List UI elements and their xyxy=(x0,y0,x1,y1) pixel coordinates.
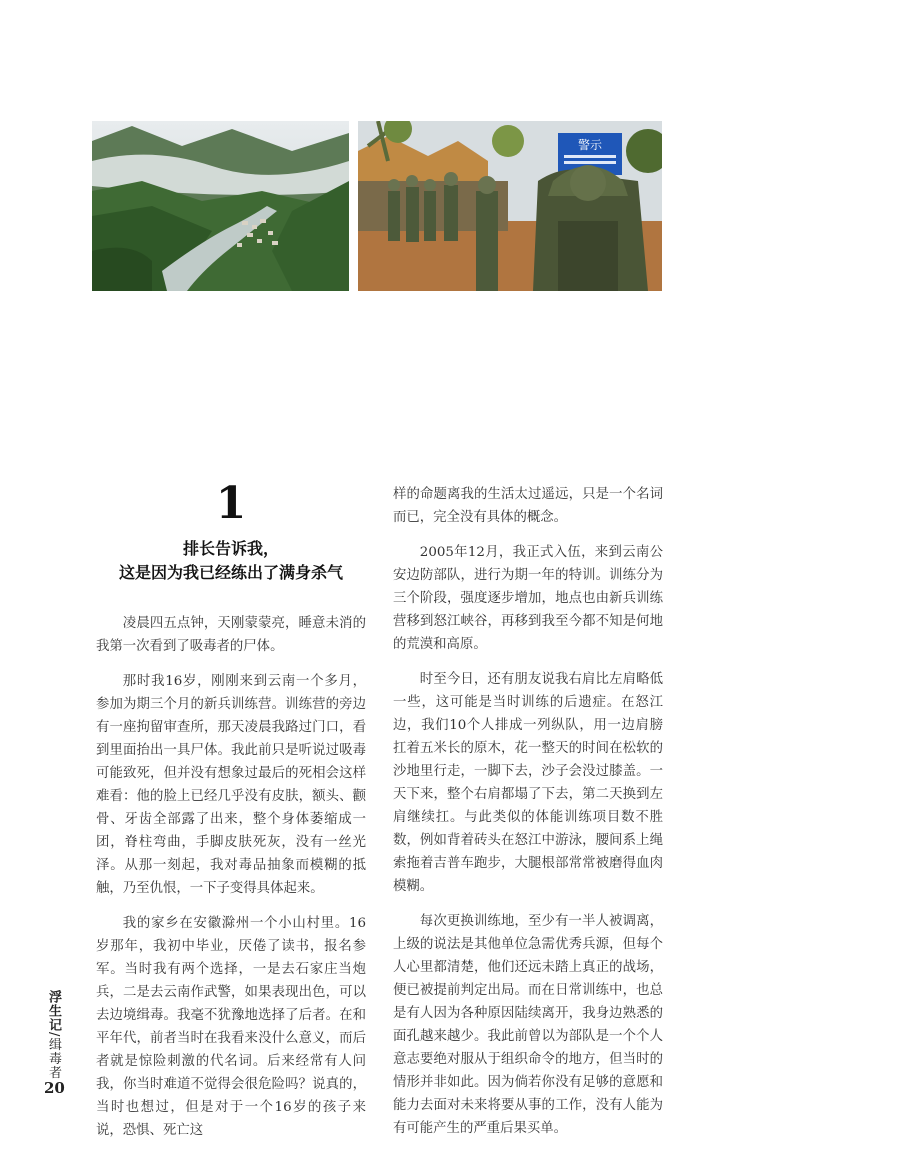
brand-label: 浮生记 xyxy=(46,990,61,1032)
chapter-title xyxy=(92,537,370,585)
chapter-title-line: 排长告诉我， xyxy=(182,539,279,558)
body-paragraph: 凌晨四五点钟，天刚蒙蒙亮，睡意未消的我第一次看到了吸毒者的尸体。 xyxy=(96,616,366,654)
section-sidebar xyxy=(46,990,68,1079)
continued-paragraph: 样的命题离我的生活太过遥远，只是一个名词而已，完全没有具体的概念。 xyxy=(393,487,663,525)
left-text-column xyxy=(96,612,366,1154)
body-paragraph: 2005年12月，我正式入伍，来到云南公安边防部队，进行为期一年的特训。训练分为三个阶段，强度逐步增加，地点也由新兵训练营移到怒江峡谷，再移到我至今都不知是何地的荒漠和高原。 xyxy=(393,545,663,652)
chapter-title-line: 这是因为我已经练出了满身杀气 xyxy=(118,563,343,582)
body-paragraph: 每次更换训练地，至少有一半人被调离，上级的说法是其他单位急需优秀兵源，但每个人心里都清楚，他们还远未踏上真正的战场，便已被提前判定出局。而在日常训练中，也总是有人因为各种原因陆续离开，我身边熟悉的面孔越来越少。我此前曾以为部队是一个个人意志要绝对服从于组织命令的地方，但当时的情形并非如此。因为倘若你没有足够的意愿和能力去面对未来将要从事的工作，没有人能为有可能产生的严重后果买单。 xyxy=(393,914,663,1136)
right-text-column xyxy=(393,483,663,1152)
separator: / xyxy=(46,1032,61,1038)
section-name: 缉毒者 xyxy=(46,1037,61,1080)
body-paragraph: 那时我16岁，刚刚来到云南一个多月，参加为期三个月的新兵训练营。训练营的旁边有一座拘留审查所，那天凌晨我路过门口，看到里面抬出一具尸体。我此前只是听说过吸毒可能致死，但并没有想象过最后的死相会这样难看：他的脸上已经几乎没有皮肤，额头、颧骨、牙齿全部露了出来，整个身体萎缩成一团，脊柱弯曲，手脚皮肤死灰，没有一丝光泽。从那一刻起，我对毒品抽象而模糊的抵触，乃至仇恨，一下子变得具体起来。 xyxy=(96,674,366,896)
section-label xyxy=(46,990,60,1079)
body-paragraph: 我的家乡在安徽滁州一个小山村里。16岁那年，我初中毕业，厌倦了读书，报名参军。当时我有两个选择，一是去石家庄当炮兵，二是去云南作武警，如果表现出色，可以去边境缉毒。我毫不犹豫地选择了后者。在和平年代，前者当时在我看来没什么意义，而后者就是惊险刺激的代名词。后来经常有人问我，你当时难道不觉得会很危险吗？说真的，当时也想过，但是对于一个16岁的孩子来说，恐惧、死亡这 xyxy=(96,916,366,1138)
page-number: 20 xyxy=(44,1079,65,1097)
sign-text: 警示 xyxy=(577,138,603,152)
chapter-number: 1 xyxy=(215,478,247,529)
body-paragraph: 时至今日，还有朋友说我右肩比左肩略低一些，这可能是当时训练的后遗症。在怒江边，我们10个人排成一列纵队，用一边肩膀扛着五米长的原木，花一整天的时间在松软的沙地里行走，一脚下去，沙子会没过膝盖。一天下来，整个右肩都塌了下去，第二天换到左肩继续扛。与此类似的体能训练项目数不胜数，例如背着砖头在怒江中游泳，腰间系上绳索拖着吉普车跑步，大腿根部常常被磨得血肉模糊。 xyxy=(393,672,663,894)
soldiers-photo xyxy=(358,121,662,291)
mountain-valley-photo xyxy=(92,121,349,291)
